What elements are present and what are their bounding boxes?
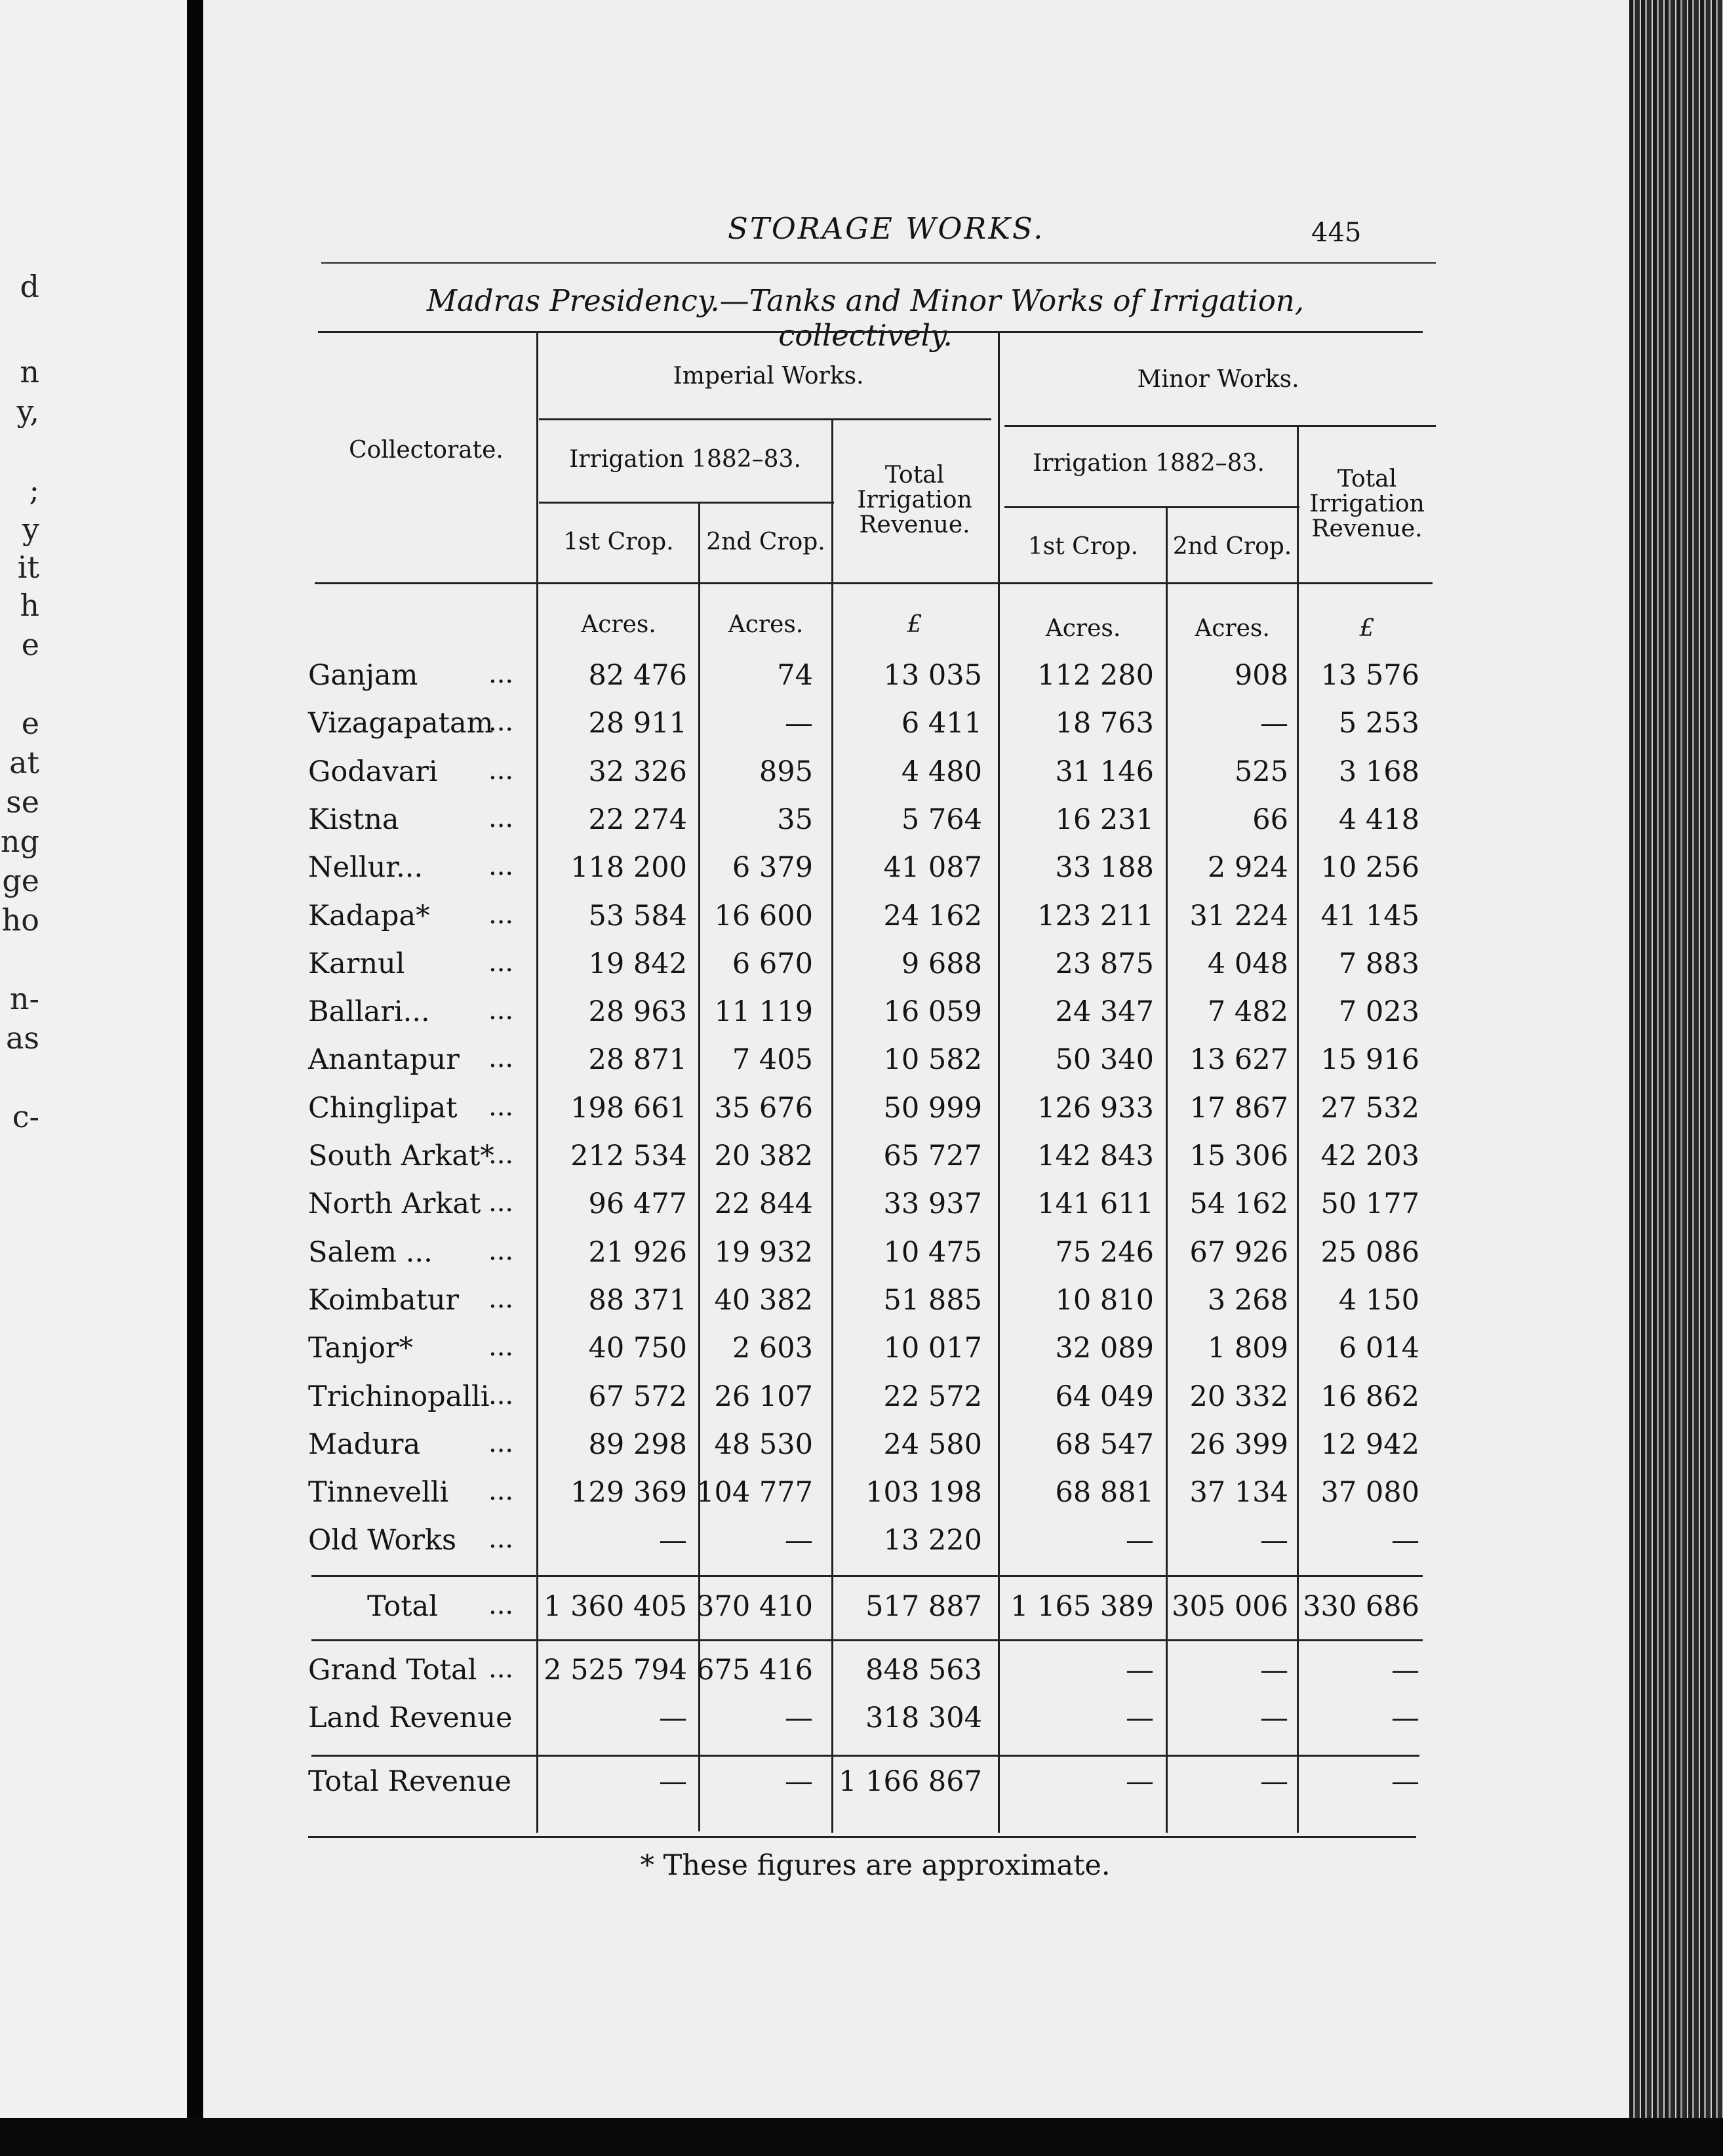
total-top-rule bbox=[311, 1575, 1423, 1577]
units-pound: £ bbox=[1359, 615, 1375, 642]
table-row-m2-cell: 37 134 bbox=[1189, 1476, 1288, 1509]
units-acres: Acres. bbox=[1045, 615, 1121, 642]
table-row-m1-cell: 142 843 bbox=[1037, 1140, 1154, 1172]
table-row-i2-cell: 895 bbox=[759, 755, 813, 788]
table-row-leader-dots: ... bbox=[488, 1043, 514, 1074]
table-row-i1-cell: 88 371 bbox=[588, 1283, 687, 1317]
table-row-i2-cell: 19 932 bbox=[714, 1235, 813, 1269]
margin-fragment: n bbox=[20, 354, 39, 389]
table-row-label: Vizagapatam bbox=[308, 707, 494, 740]
table-row-leader-dots: ... bbox=[488, 899, 514, 930]
table-row-i2-cell: 48 530 bbox=[714, 1427, 813, 1461]
table-row-i2-cell: 6 379 bbox=[732, 851, 813, 885]
table-row-leader-dots: ... bbox=[488, 1380, 514, 1410]
table-row-i2-cell: 35 bbox=[777, 803, 813, 836]
table-row-i1-cell: 40 750 bbox=[588, 1332, 687, 1365]
table-row-mt-cell: 42 203 bbox=[1320, 1140, 1419, 1172]
table-row-m1-cell: 32 089 bbox=[1055, 1332, 1154, 1365]
table-row-mt-cell: 3 168 bbox=[1338, 755, 1419, 788]
table-row-it-cell: 13 220 bbox=[883, 1524, 982, 1557]
table-row-label: Trichinopalli bbox=[308, 1380, 490, 1413]
table-row-it-cell: 16 059 bbox=[883, 995, 982, 1029]
table-row-leader-dots: ... bbox=[488, 995, 514, 1026]
column-rule bbox=[998, 331, 1000, 1833]
table-row-m2-cell: — bbox=[1260, 1524, 1288, 1557]
table-row-i1-cell: 82 476 bbox=[588, 659, 687, 692]
imperial-first-crop-header: 1st Crop. bbox=[563, 529, 674, 555]
table-row-i1-cell: 22 274 bbox=[588, 803, 687, 836]
table-row-it-cell: 33 937 bbox=[883, 1188, 982, 1221]
minor-works-header: Minor Works. bbox=[1137, 366, 1299, 393]
grand-total-row-it-cell: 848 563 bbox=[865, 1654, 982, 1687]
table-row-label: Koimbatur bbox=[308, 1283, 460, 1317]
table-row-label: Kistna bbox=[308, 803, 399, 836]
table-row-mt-cell: 7 023 bbox=[1338, 995, 1419, 1029]
imperial-total-revenue-header: Total Irrigation Revenue. bbox=[857, 462, 972, 538]
imperial-works-header: Imperial Works. bbox=[673, 363, 864, 389]
table-row-mt-cell: 41 145 bbox=[1320, 899, 1419, 932]
table-row-i1-cell: 96 477 bbox=[588, 1188, 687, 1221]
grand-total-row-i2-cell: 675 416 bbox=[696, 1654, 813, 1687]
margin-fragment: as bbox=[5, 1020, 39, 1056]
table-row-m1-cell: 68 547 bbox=[1055, 1427, 1154, 1461]
table-row-m1-cell: 18 763 bbox=[1055, 707, 1154, 740]
table-row-m1-cell: 75 246 bbox=[1055, 1235, 1154, 1269]
table-row-i2-cell: 20 382 bbox=[714, 1140, 813, 1172]
table-row-leader-dots: ... bbox=[488, 707, 514, 738]
margin-fragment: ng bbox=[0, 824, 39, 859]
table-row-m2-cell: 908 bbox=[1234, 659, 1288, 692]
table-row-m2-cell: 7 482 bbox=[1207, 995, 1288, 1029]
head-rule bbox=[321, 262, 1436, 264]
table-row-i1-cell: 21 926 bbox=[588, 1235, 687, 1269]
column-rule bbox=[536, 331, 538, 1833]
table-row-label: South Arkat* bbox=[308, 1140, 494, 1172]
table-row-label: Ganjam bbox=[308, 659, 418, 692]
table-row-it-cell: 4 480 bbox=[901, 755, 982, 788]
table-row-leader-dots: ... bbox=[488, 1140, 514, 1170]
total-row-i2-cell: 370 410 bbox=[696, 1590, 813, 1623]
margin-fragment: at bbox=[9, 745, 39, 780]
table-row-i1-cell: 198 661 bbox=[570, 1091, 687, 1125]
table-row-i2-cell: 35 676 bbox=[714, 1091, 813, 1125]
table-row-mt-cell: 10 256 bbox=[1320, 851, 1419, 885]
table-row-i2-cell: 74 bbox=[777, 659, 813, 692]
table-row-label: Chinglipat bbox=[308, 1091, 458, 1125]
land-revenue-row-m2-cell: — bbox=[1260, 1702, 1288, 1734]
total-row-m1-cell: 1 165 389 bbox=[1010, 1590, 1154, 1623]
total-revenue-row-m2-cell: — bbox=[1260, 1765, 1288, 1798]
table-row-i1-cell: 53 584 bbox=[588, 899, 687, 932]
margin-fragment: ge bbox=[2, 863, 39, 898]
grand-total-row-mt-cell: — bbox=[1391, 1654, 1419, 1687]
table-row-mt-cell: 15 916 bbox=[1320, 1043, 1419, 1077]
total-revenue-row-m1-cell: — bbox=[1126, 1765, 1154, 1798]
table-row-m1-cell: 123 211 bbox=[1037, 899, 1154, 932]
total-row-m2-cell: 305 006 bbox=[1172, 1590, 1288, 1623]
table-row-i1-cell: — bbox=[659, 1524, 687, 1557]
table-row-m1-cell: — bbox=[1126, 1524, 1154, 1557]
table-row-label: Salem ... bbox=[308, 1235, 433, 1269]
column-rule bbox=[698, 504, 700, 1831]
table-row-i2-cell: 40 382 bbox=[714, 1283, 813, 1317]
table-row-m2-cell: 4 048 bbox=[1207, 947, 1288, 980]
footnote: * These figures are approximate. bbox=[640, 1849, 1111, 1882]
table-row-mt-cell: 16 862 bbox=[1320, 1380, 1419, 1413]
total-row-label: Total bbox=[367, 1590, 438, 1623]
table-row-i1-cell: 118 200 bbox=[570, 851, 687, 885]
column-rule bbox=[831, 420, 833, 1833]
table-row-mt-cell: 4 418 bbox=[1338, 803, 1419, 836]
table-row-leader-dots: ... bbox=[488, 659, 514, 689]
table-row-it-cell: 41 087 bbox=[883, 851, 982, 885]
header-bottom-rule bbox=[315, 582, 1433, 584]
table-row-label: Nellur... bbox=[308, 851, 424, 885]
margin-fragment: y bbox=[22, 511, 39, 547]
table-row-label: North Arkat bbox=[308, 1188, 481, 1221]
table-row-m2-cell: 3 268 bbox=[1207, 1283, 1288, 1317]
book-gutter bbox=[187, 0, 203, 2156]
table-row-leader-dots: ... bbox=[488, 1188, 514, 1218]
table-row-label: Anantapur bbox=[308, 1043, 460, 1077]
table-row-label: Madura bbox=[308, 1427, 421, 1461]
table-row-it-cell: 22 572 bbox=[883, 1380, 982, 1413]
table-row-mt-cell: 4 150 bbox=[1338, 1283, 1419, 1317]
table-row-m1-cell: 141 611 bbox=[1037, 1188, 1154, 1221]
table-row-mt-cell: 27 532 bbox=[1320, 1091, 1419, 1125]
table-row-i1-cell: 67 572 bbox=[588, 1380, 687, 1413]
units-acres: Acres. bbox=[581, 611, 656, 638]
table-row-it-cell: 50 999 bbox=[883, 1091, 982, 1125]
table-row-m1-cell: 112 280 bbox=[1037, 659, 1154, 692]
table-row-i2-cell: 26 107 bbox=[714, 1380, 813, 1413]
margin-fragment: c- bbox=[12, 1099, 39, 1134]
table-row-it-cell: 5 764 bbox=[901, 803, 982, 836]
table-row-it-cell: 51 885 bbox=[883, 1283, 982, 1317]
facing-page-edge bbox=[0, 0, 187, 2118]
table-row-leader-dots: ... bbox=[488, 1235, 514, 1266]
table-row-it-cell: 65 727 bbox=[883, 1140, 982, 1172]
table-row-m2-cell: 66 bbox=[1252, 803, 1288, 836]
table-caption: Madras Presidency.—Tanks and Minor Works of Irrigation, collectively. bbox=[426, 283, 1305, 353]
total-row-it-cell: 517 887 bbox=[865, 1590, 982, 1623]
table-row-i2-cell: 6 670 bbox=[732, 947, 813, 980]
table-row-i2-cell: 2 603 bbox=[732, 1332, 813, 1365]
table-row-i2-cell: — bbox=[785, 707, 813, 740]
table-row-i1-cell: 19 842 bbox=[588, 947, 687, 980]
margin-fragment: y, bbox=[16, 393, 39, 429]
table-row-m1-cell: 31 146 bbox=[1055, 755, 1154, 788]
land-revenue-row-m1-cell: — bbox=[1126, 1702, 1154, 1734]
total-revenue-row-mt-cell: — bbox=[1391, 1765, 1419, 1798]
land-revenue-row-label: Land Revenue bbox=[308, 1702, 513, 1734]
table-bottom-rule bbox=[308, 1836, 1416, 1838]
table-row-m1-cell: 126 933 bbox=[1037, 1091, 1154, 1125]
margin-fragment: e bbox=[21, 627, 39, 662]
table-row-it-cell: 6 411 bbox=[901, 707, 982, 740]
total-row-leader-dots: ... bbox=[488, 1590, 514, 1620]
table-row-label: Tinnevelli bbox=[308, 1476, 449, 1509]
table-row-it-cell: 24 580 bbox=[883, 1427, 982, 1461]
table-row-m2-cell: 54 162 bbox=[1189, 1188, 1288, 1221]
total-revenue-row-i1-cell: — bbox=[659, 1765, 687, 1798]
table-row-i2-cell: 104 777 bbox=[696, 1476, 813, 1509]
total-row-i1-cell: 1 360 405 bbox=[544, 1590, 687, 1623]
table-top-rule bbox=[318, 331, 1423, 333]
table-row-i1-cell: 28 871 bbox=[588, 1043, 687, 1077]
table-row-m2-cell: 13 627 bbox=[1189, 1043, 1288, 1077]
margin-fragment: n- bbox=[9, 981, 39, 1016]
column-rule bbox=[1166, 508, 1168, 1833]
margin-fragment: h bbox=[20, 588, 39, 623]
table-row-m2-cell: — bbox=[1260, 707, 1288, 740]
table-row-leader-dots: ... bbox=[488, 947, 514, 978]
table-row-it-cell: 24 162 bbox=[883, 899, 982, 932]
table-row-mt-cell: 37 080 bbox=[1320, 1476, 1419, 1509]
minor-irrigation-rule bbox=[1004, 506, 1299, 508]
total-row-mt-cell: 330 686 bbox=[1303, 1590, 1419, 1623]
grand-total-row-i1-cell: 2 525 794 bbox=[544, 1654, 687, 1687]
table-row-m2-cell: 26 399 bbox=[1189, 1427, 1288, 1461]
revenue-top-rule bbox=[311, 1755, 1419, 1757]
table-row-leader-dots: ... bbox=[488, 1524, 514, 1555]
table-row-label: Ballari... bbox=[308, 995, 430, 1029]
land-revenue-row-mt-cell: — bbox=[1391, 1702, 1419, 1734]
table-row-i1-cell: 212 534 bbox=[570, 1140, 687, 1172]
margin-fragment: e bbox=[21, 706, 39, 741]
table-row-mt-cell: 7 883 bbox=[1338, 947, 1419, 980]
collectorate-header: Collectorate. bbox=[349, 437, 504, 464]
page-stack-edges bbox=[1629, 0, 1723, 2156]
table-row-it-cell: 10 475 bbox=[883, 1235, 982, 1269]
table-row-mt-cell: 6 014 bbox=[1338, 1332, 1419, 1365]
table-row-i2-cell: 11 119 bbox=[714, 995, 813, 1029]
table-row-m2-cell: 15 306 bbox=[1189, 1140, 1288, 1172]
table-row-i1-cell: 32 326 bbox=[588, 755, 687, 788]
table-row-m1-cell: 64 049 bbox=[1055, 1380, 1154, 1413]
units-acres: Acres. bbox=[728, 611, 804, 638]
imperial-irrigation-header: Irrigation 1882–83. bbox=[569, 446, 801, 473]
table-row-mt-cell: 5 253 bbox=[1338, 707, 1419, 740]
table-row-m1-cell: 16 231 bbox=[1055, 803, 1154, 836]
table-row-it-cell: 10 017 bbox=[883, 1332, 982, 1365]
margin-fragment: ; bbox=[29, 472, 39, 508]
total-bottom-rule bbox=[311, 1639, 1423, 1641]
land-revenue-row-i1-cell: — bbox=[659, 1702, 687, 1734]
table-row-i2-cell: 22 844 bbox=[714, 1188, 813, 1221]
table-row-m1-cell: 10 810 bbox=[1055, 1283, 1154, 1317]
table-row-m1-cell: 68 881 bbox=[1055, 1476, 1154, 1509]
table-row-leader-dots: ... bbox=[488, 1476, 514, 1507]
table-row-i2-cell: 16 600 bbox=[714, 899, 813, 932]
table-row-mt-cell: 13 576 bbox=[1320, 659, 1419, 692]
grand-total-row-leader-dots: ... bbox=[488, 1654, 514, 1684]
table-row-i2-cell: — bbox=[785, 1524, 813, 1557]
table-row-i1-cell: 89 298 bbox=[588, 1427, 687, 1461]
table-row-i1-cell: 28 911 bbox=[588, 707, 687, 740]
minor-second-crop-header: 2nd Crop. bbox=[1172, 533, 1292, 560]
grand-total-row-label: Grand Total bbox=[308, 1654, 477, 1687]
minor-first-crop-header: 1st Crop. bbox=[1027, 533, 1139, 560]
imperial-irrigation-rule bbox=[539, 502, 834, 504]
land-revenue-row-i2-cell: — bbox=[785, 1702, 813, 1734]
table-row-leader-dots: ... bbox=[488, 755, 514, 786]
grand-total-row-m1-cell: — bbox=[1126, 1654, 1154, 1687]
table-row-m2-cell: 20 332 bbox=[1189, 1380, 1288, 1413]
table-row-label: Godavari bbox=[308, 755, 438, 788]
table-row-leader-dots: ... bbox=[488, 851, 514, 882]
table-row-mt-cell: 12 942 bbox=[1320, 1427, 1419, 1461]
table-row-m2-cell: 67 926 bbox=[1189, 1235, 1288, 1269]
table-row-mt-cell: 50 177 bbox=[1320, 1188, 1419, 1221]
table-row-it-cell: 10 582 bbox=[883, 1043, 982, 1077]
minor-irrigation-header: Irrigation 1882–83. bbox=[1033, 450, 1265, 477]
table-row-mt-cell: 25 086 bbox=[1320, 1235, 1419, 1269]
table-row-label: Kadapa* bbox=[308, 899, 430, 932]
table-row-it-cell: 13 035 bbox=[883, 659, 982, 692]
table-row-it-cell: 9 688 bbox=[901, 947, 982, 980]
table-row-label: Tanjor* bbox=[308, 1332, 413, 1365]
margin-fragment: d bbox=[20, 269, 39, 304]
table-row-leader-dots: ... bbox=[488, 1283, 514, 1314]
land-revenue-row-it-cell: 318 304 bbox=[865, 1702, 982, 1734]
table-row-i1-cell: 28 963 bbox=[588, 995, 687, 1029]
page-number: 445 bbox=[1311, 218, 1362, 248]
minor-rule bbox=[1004, 425, 1436, 427]
table-row-m1-cell: 33 188 bbox=[1055, 851, 1154, 885]
margin-fragment: ho bbox=[1, 902, 39, 938]
units-acres: Acres. bbox=[1195, 615, 1270, 642]
units-pound: £ bbox=[907, 611, 922, 638]
imperial-rule bbox=[539, 418, 991, 420]
total-revenue-row-label: Total Revenue bbox=[308, 1765, 511, 1798]
table-row-m1-cell: 50 340 bbox=[1055, 1043, 1154, 1077]
table-row-i2-cell: 7 405 bbox=[732, 1043, 813, 1077]
table-row-mt-cell: — bbox=[1391, 1524, 1419, 1557]
table-row-leader-dots: ... bbox=[488, 1091, 514, 1122]
total-revenue-row-it-cell: 1 166 867 bbox=[839, 1765, 982, 1798]
table-row-m2-cell: 17 867 bbox=[1189, 1091, 1288, 1125]
table-row-i1-cell: 129 369 bbox=[570, 1476, 687, 1509]
table-row-m2-cell: 1 809 bbox=[1207, 1332, 1288, 1365]
table-row-label: Old Works bbox=[308, 1524, 457, 1557]
scan-background bbox=[0, 2118, 1723, 2156]
grand-total-row-m2-cell: — bbox=[1260, 1654, 1288, 1687]
table-row-m2-cell: 2 924 bbox=[1207, 851, 1288, 885]
table-row-m1-cell: 23 875 bbox=[1055, 947, 1154, 980]
table-row-leader-dots: ... bbox=[488, 1427, 514, 1458]
margin-fragment: se bbox=[6, 784, 39, 820]
table-row-leader-dots: ... bbox=[488, 803, 514, 833]
total-revenue-row-i2-cell: — bbox=[785, 1765, 813, 1798]
table-row-label: Karnul bbox=[308, 947, 405, 980]
minor-total-revenue-header: Total Irrigation Revenue. bbox=[1309, 466, 1425, 542]
running-head: STORAGE WORKS. bbox=[728, 211, 1045, 246]
table-row-it-cell: 103 198 bbox=[865, 1476, 982, 1509]
margin-fragment: it bbox=[17, 549, 39, 585]
table-row-leader-dots: ... bbox=[488, 1332, 514, 1363]
imperial-second-crop-header: 2nd Crop. bbox=[706, 529, 825, 555]
table-row-m2-cell: 525 bbox=[1234, 755, 1288, 788]
table-row-m2-cell: 31 224 bbox=[1189, 899, 1288, 932]
table-row-m1-cell: 24 347 bbox=[1055, 995, 1154, 1029]
